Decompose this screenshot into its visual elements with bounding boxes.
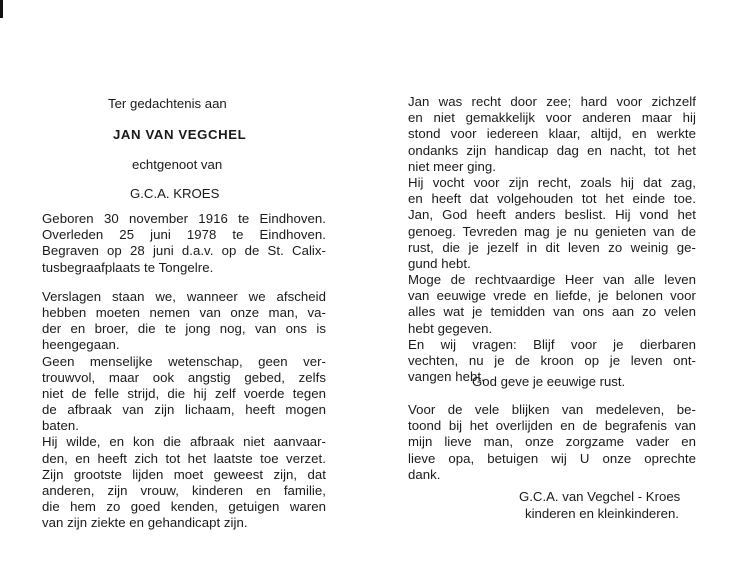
thanks-line: mijn lieve man, onze zorgzame vader en <box>408 434 696 450</box>
right-line: van eeuwige vrede en liefde, je belonen voor <box>408 288 696 304</box>
left-line: hebben moeten nemen van onze man, va- <box>42 304 326 320</box>
thanks-line: toond bij het overlijden en de begrafenis van <box>408 418 696 434</box>
thanks-block <box>408 402 696 483</box>
left-line: Geboren 30 november 1916 te Eindhoven. <box>42 211 326 226</box>
right-line: En wij vragen: Blijf voor je dierbaren <box>408 336 696 352</box>
right-column <box>408 94 696 385</box>
right-line: ondanks zijn handicap dag en nacht, tot het <box>408 142 696 158</box>
right-line: hebt gegeven. <box>408 320 493 336</box>
left-line: anderen, zijn vrouw, kinderen en familie, <box>42 483 326 498</box>
left-line: Geen menselijke wetenschap, geen ver- <box>42 353 326 369</box>
left-line: Verslagen staan we, wanneer we afscheid <box>42 288 326 304</box>
scan-edge-mark <box>0 0 3 18</box>
right-line: Moge de rechtvaardige Heer van alle leven <box>408 272 696 288</box>
signature-family: kinderen en kleinkinderen. <box>525 506 679 521</box>
blessing-line: God geve je eeuwige rust. <box>472 374 626 389</box>
left-line: baten. <box>42 418 79 434</box>
right-line: stond voor iedereen klaar, altijd, en werkte <box>408 126 696 142</box>
left-line: heengegaan. <box>42 337 120 353</box>
left-line: der en broer, die te jong nog, van ons is <box>42 321 326 337</box>
thanks-line: Voor de vele blijken van medeleven, be- <box>408 402 696 417</box>
left-line: van zijn ziekte en gehandicapt zijn. <box>42 515 248 531</box>
right-line: en heeft dat volgehouden tot het einde toe. <box>408 191 696 207</box>
left-line: de afbraak van zijn lichaam, heeft mogen <box>42 402 326 418</box>
right-line: rust, die je jezelf in dit leven zo weinig ge- <box>408 239 696 255</box>
spouse-of-line: echtgenoot van <box>132 157 223 172</box>
left-line: die hem zo goed kenden, getuigen waren <box>42 499 326 515</box>
deceased-name: JAN VAN VEGCHEL <box>113 127 247 142</box>
left-line: niet de felle strijd, die hij zelf voerde tegen <box>42 385 326 401</box>
right-line: vangen hebt. <box>408 369 485 385</box>
left-column <box>42 211 326 532</box>
left-line: Begraven op 28 juni d.a.v. op de St. Calix- <box>42 243 326 259</box>
right-line: genoeg. Tevreden mag je nu genieten van de <box>408 223 696 239</box>
right-line: gund hebt. <box>408 255 471 271</box>
paragraph-gap <box>42 276 326 289</box>
right-line: vechten, nu je de kroon op je leven ont- <box>408 353 696 368</box>
thanks-line: lieve opa, betuigen wij U onze oprechte <box>408 450 696 466</box>
left-line: Hij wilde, en kon die afbraak niet aanvaar- <box>42 434 326 450</box>
left-line: trouwvol, maar ook angstig gebed, zelfs <box>42 369 326 385</box>
left-line: den, en heeft zich tot het laatste toe verzet. <box>42 450 326 466</box>
right-line: niet meer ging. <box>408 158 496 174</box>
left-line: tusbegraafplaats te Tongelre. <box>42 259 214 275</box>
right-line: alles wat je temidden van ons aan zo velen <box>408 304 696 320</box>
thanks-line: dank. <box>408 466 441 482</box>
left-line: Overleden 25 juni 1978 te Eindhoven. <box>42 227 326 243</box>
right-line: en niet gemakkelijk voor anderen maar hij <box>408 110 696 126</box>
right-line: Jan was recht door zee; hard voor zichzelf <box>408 94 696 109</box>
right-line: Hij vocht voor zijn recht, zoals hij dat zag, <box>408 174 696 190</box>
signature-names: G.C.A. van Vegchel - Kroes <box>519 489 681 504</box>
spouse-name: G.C.A. KROES <box>130 186 220 201</box>
memory-line: Ter gedachtenis aan <box>108 96 227 111</box>
right-line: Jan, God heeft anders beslist. Hij vond het <box>408 207 696 223</box>
left-line: Zijn grootste lijden moet geweest zijn, dat <box>42 466 326 482</box>
